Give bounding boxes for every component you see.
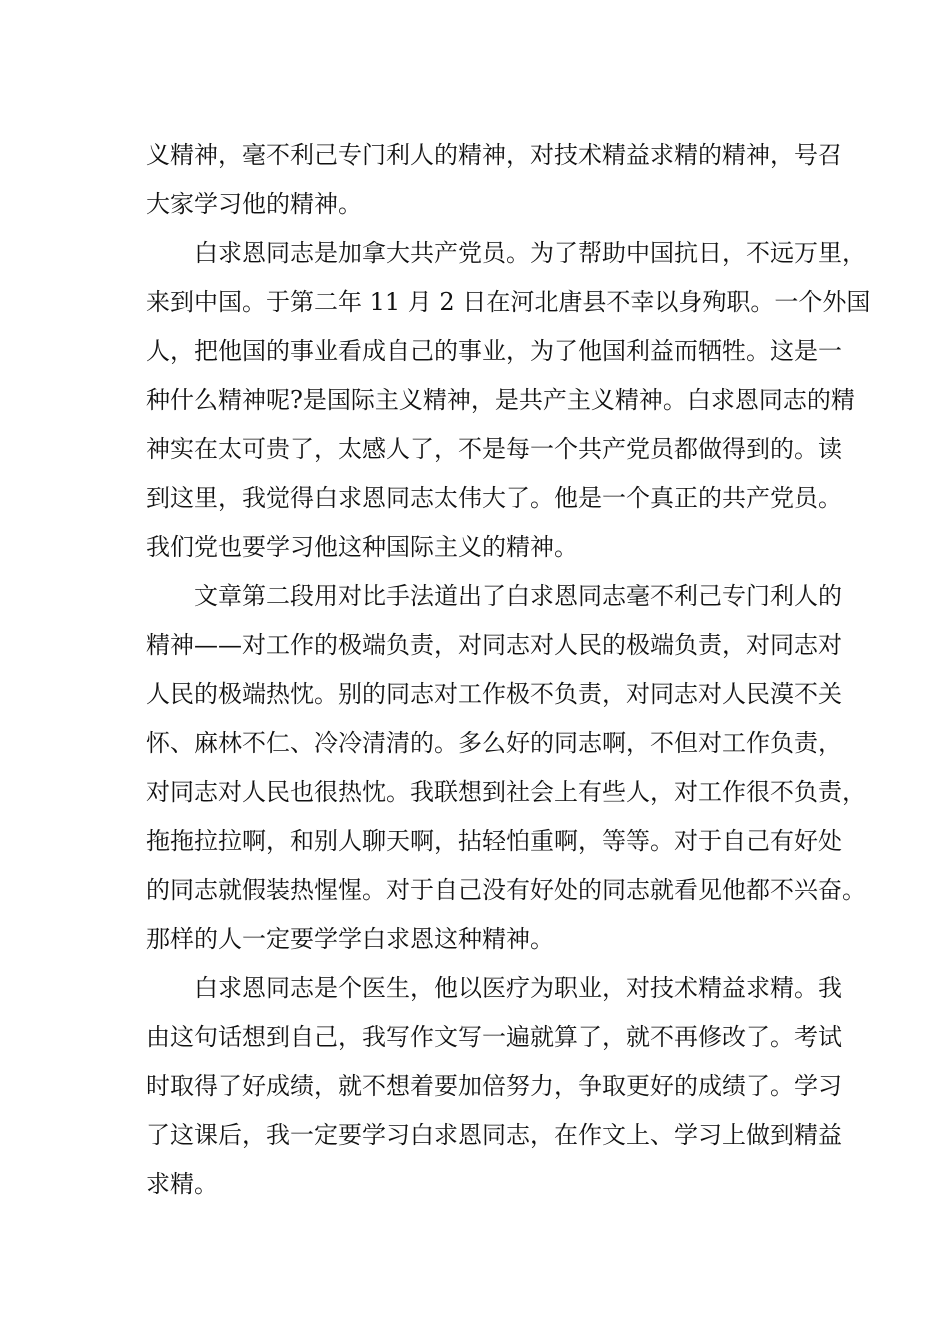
text-line: 时取得了好成绩，就不想着要加倍努力，争取更好的成绩了。学习	[146, 1072, 842, 1100]
text-line: 怀、麻林不仁、冷冷清清的。多么好的同志啊，不但对工作负责，	[146, 729, 842, 757]
text-line: 拖拖拉拉啊，和别人聊天啊，拈轻怕重啊，等等。对于自己有好处	[146, 827, 842, 855]
text-line: 精神——对工作的极端负责，对同志对人民的极端负责，对同志对	[146, 631, 842, 659]
text-line: 了这课后，我一定要学习白求恩同志，在作文上、学习上做到精益	[146, 1121, 842, 1149]
text-line: 白求恩同志是加拿大共产党员。为了帮助中国抗日，不远万里，	[194, 239, 866, 267]
text-line: 对同志对人民也很热忱。我联想到社会上有些人，对工作很不负责，	[146, 778, 866, 806]
paragraph-4	[146, 964, 842, 1209]
text-line: 到这里，我觉得白求恩同志太伟大了。他是一个真正的共产党员。	[146, 484, 842, 512]
text-line: 那样的人一定要学学白求恩这种精神。	[146, 925, 554, 953]
text-line: 人，把他国的事业看成自己的事业，为了他国利益而牺牲。这是一	[146, 337, 842, 365]
text-line: 神实在太可贵了，太感人了，不是每一个共产党员都做得到的。读	[146, 435, 842, 463]
paragraph-2	[146, 229, 871, 572]
paragraph-1	[146, 131, 842, 229]
paragraph-3	[146, 572, 866, 964]
text-line: 来到中国。于第二年 11 月 2 日在河北唐县不幸以身殉职。一个外国	[146, 288, 871, 316]
text-line: 我们党也要学习他这种国际主义的精神。	[146, 533, 578, 561]
text-line: 义精神，毫不利己专门利人的精神，对技术精益求精的精神，号召	[146, 141, 842, 169]
text-line: 白求恩同志是个医生，他以医疗为职业，对技术精益求精。我	[194, 974, 842, 1002]
body-text	[146, 131, 871, 1209]
text-line: 人民的极端热忱。别的同志对工作极不负责，对同志对人民漠不关	[146, 680, 842, 708]
text-line: 的同志就假装热惺惺。对于自己没有好处的同志就看见他都不兴奋。	[146, 876, 866, 904]
text-line: 大家学习他的精神。	[146, 190, 362, 218]
text-line: 种什么精神呢?是国际主义精神，是共产主义精神。白求恩同志的精	[146, 386, 855, 414]
text-line: 求精。	[146, 1170, 218, 1198]
text-line: 文章第二段用对比手法道出了白求恩同志毫不利己专门利人的	[194, 582, 842, 610]
text-line: 由这句话想到自己，我写作文写一遍就算了，就不再修改了。考试	[146, 1023, 842, 1051]
